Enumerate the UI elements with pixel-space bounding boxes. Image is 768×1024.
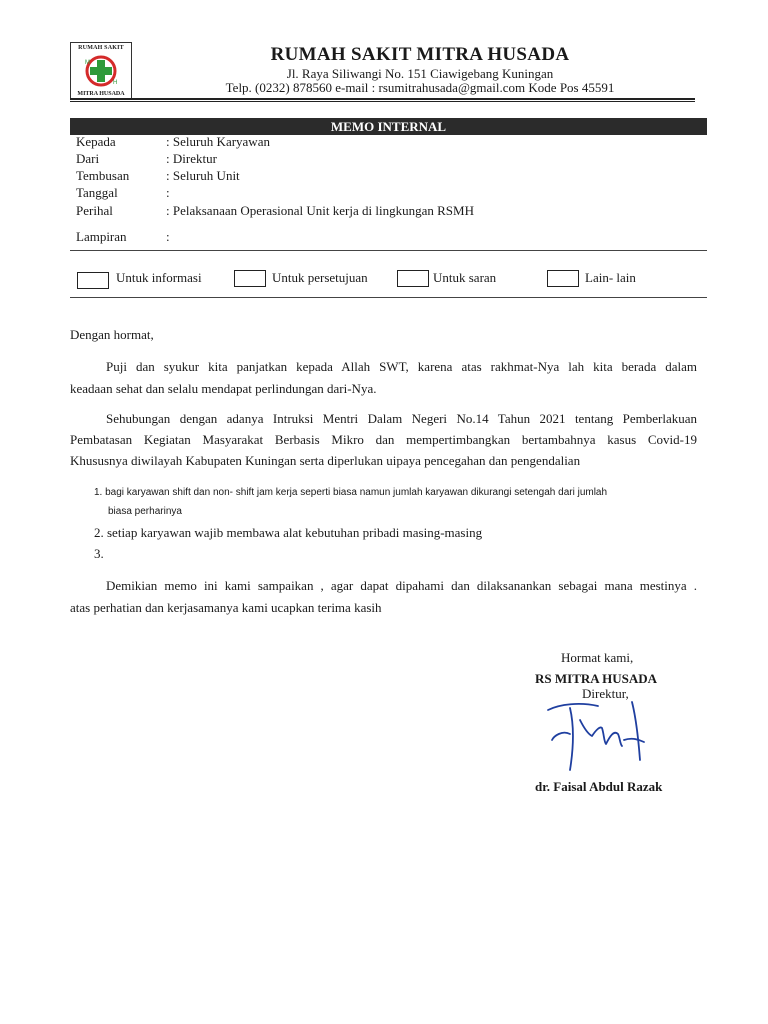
checkbox-label-untuk-informasi: Untuk informasi bbox=[116, 270, 202, 285]
field-key-kepada: Kepada bbox=[76, 134, 116, 149]
signatory-name: dr. Faisal Abdul Razak bbox=[535, 779, 663, 794]
field-value-tanggal: : bbox=[166, 185, 170, 200]
memo-title-bar: MEMO INTERNAL bbox=[70, 118, 707, 135]
hospital-logo bbox=[70, 42, 132, 100]
list-item-2: 2. setiap karyawan wajib membawa alat kebutuhan pribadi masing-masing bbox=[94, 525, 483, 540]
hospital-address: Jl. Raya Siliwangi No. 151 Ciawigebang Kuningan bbox=[286, 66, 554, 81]
field-value-tembusan: : Seluruh Unit bbox=[166, 168, 240, 183]
logo-letter-h: H bbox=[113, 80, 118, 86]
handwritten-signature-icon bbox=[540, 700, 670, 776]
checkbox-separator bbox=[70, 297, 707, 298]
closing-line-2: atas perhatian dan kerjasamanya kami ucapkan terima kasih bbox=[70, 600, 382, 615]
list-item-1-line-2: biasa perharinya bbox=[108, 506, 182, 517]
signature-role: Direktur, bbox=[582, 686, 629, 701]
list-item-1-line-1: 1. bagi karyawan shift dan non- shift jam kerja seperti biasa namun jumlah karyawan dikurangi setengah dari jumlah bbox=[94, 487, 608, 498]
closing-line-1: Demikian memo ini kami sampaikan , agar dapat dipahami dan dilaksanankan sebagai mana mestinya . bbox=[106, 578, 697, 593]
field-key-tembusan: Tembusan bbox=[76, 168, 130, 183]
field-key-dari: Dari bbox=[76, 151, 100, 166]
paragraph-1-line-1: Puji dan syukur kita panjatkan kepada Allah SWT, karena atas rakhmat-Nya lah kita berada dalam bbox=[106, 359, 697, 374]
field-key-perihal: Perihal bbox=[76, 203, 113, 218]
logo-letter-m: M bbox=[85, 60, 90, 66]
letterhead-rule-thick bbox=[70, 98, 695, 100]
field-value-kepada: : Seluruh Karyawan bbox=[166, 134, 270, 149]
checkbox-lain-lain[interactable] bbox=[547, 270, 579, 287]
paragraph-2-line-2: Pembatasan Kegiatan Masyarakat Berbasis Mikro dan mempertimbangkan bertambahnya kasus Covid-19 bbox=[70, 432, 697, 447]
header-separator bbox=[70, 250, 707, 251]
logo-bottom-text: MITRA HUSADA bbox=[77, 91, 125, 97]
field-value-lampiran: : bbox=[166, 229, 170, 244]
checkbox-untuk-saran[interactable] bbox=[397, 270, 429, 287]
checkbox-label-lain-lain: Lain- lain bbox=[585, 270, 636, 285]
signature-org: RS MITRA HUSADA bbox=[535, 671, 658, 686]
checkbox-untuk-informasi[interactable] bbox=[77, 272, 109, 289]
red-cross-logo-icon bbox=[81, 54, 121, 88]
checkbox-label-untuk-persetujuan: Untuk persetujuan bbox=[272, 270, 368, 285]
greeting: Dengan hormat, bbox=[70, 327, 154, 342]
paragraph-2-line-3: Khususnya diwilayah Kabupaten Kuningan serta diperlukan uipaya pencegahan dan pengendalian bbox=[70, 453, 581, 468]
list-item-3: 3. bbox=[94, 546, 104, 561]
hospital-contact: Telp. (0232) 878560 e-mail : rsumitrahusada@gmail.com Kode Pos 45591 bbox=[225, 80, 615, 95]
paragraph-1-line-2: keadaan sehat dan selalu mendapat perlindungan dari-Nya. bbox=[70, 381, 377, 396]
field-key-lampiran: Lampiran bbox=[76, 229, 127, 244]
letterhead-rule-thin bbox=[70, 101, 695, 102]
field-key-tanggal: Tanggal bbox=[76, 185, 118, 200]
field-value-perihal: : Pelaksanaan Operasional Unit kerja di lingkungan RSMH bbox=[166, 203, 474, 218]
checkbox-untuk-persetujuan[interactable] bbox=[234, 270, 266, 287]
hospital-name: RUMAH SAKIT MITRA HUSADA bbox=[270, 44, 570, 65]
checkbox-label-untuk-saran: Untuk saran bbox=[433, 270, 497, 285]
paragraph-2-line-1: Sehubungan dengan adanya Intruksi Mentri Dalam Negeri No.14 Tahun 2021 tentang Pemberlakuan bbox=[106, 411, 697, 426]
field-value-dari: : Direktur bbox=[166, 151, 217, 166]
logo-top-text: RUMAH SAKIT bbox=[78, 45, 124, 51]
signature-regards: Hormat kami, bbox=[561, 650, 634, 665]
